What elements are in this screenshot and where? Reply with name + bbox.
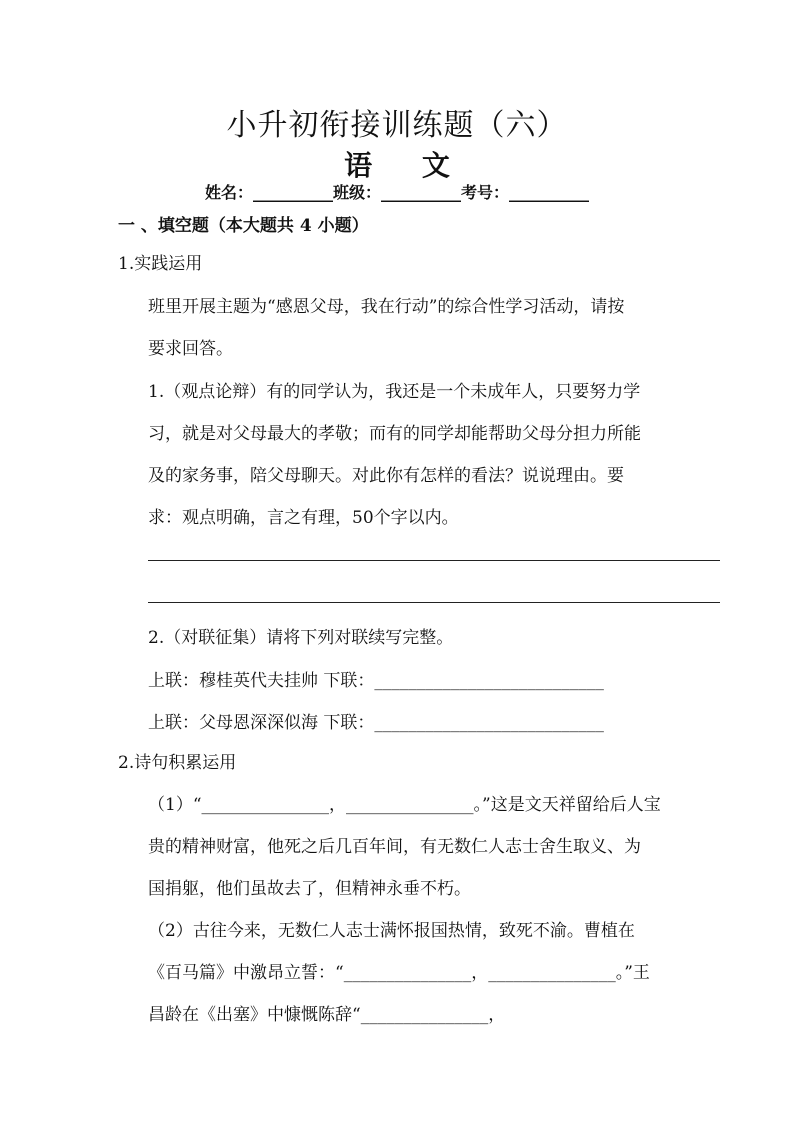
- answer-blank-line[interactable]: [148, 560, 720, 561]
- q1-sub1-line-3: 及的家务事，陪父母聊天。对此你有怎样的看法？说说理由。要: [148, 466, 624, 486]
- q2-part1-line-3: 国捐躯，他们虽故去了，但精神永垂不朽。: [148, 879, 471, 899]
- q2-part1-line-1: （1）“_______________，_______________。”这是文天祥留给后人宝: [148, 795, 661, 815]
- couplet-line-1: 上联：穆桂英代夫挂帅 下联：___________________________: [148, 671, 604, 691]
- section-heading: 一 、填空题（本大题共 4 小题）: [118, 216, 369, 236]
- page-title: 小升初衔接训练题（六）: [226, 108, 568, 143]
- student-info-line: 姓名：__________班级：__________考号：__________: [204, 183, 589, 202]
- q2-part2-line-3: 昌龄在《出塞》中慷慨陈辞“_______________，: [148, 1005, 506, 1025]
- q1-sub1-line-2: 习，就是对父母最大的孝敬；而有的同学却能帮助父母分担力所能: [148, 424, 641, 444]
- answer-blank-line[interactable]: [148, 602, 720, 603]
- q2-part2-line-1: （2）古往今来，无数仁人志士满怀报国热情，致死不渝。曹植在: [148, 921, 635, 941]
- q1-intro-line-1: 班里开展主题为“感恩父母，我在行动”的综合性学习活动，请按: [148, 297, 625, 317]
- q1-sub1-line-1: 1.（观点论辩）有的同学认为，我还是一个未成年人，只要努力学: [148, 382, 641, 402]
- q1-sub1-line-4: 求：观点明确，言之有理，50个字以内。: [148, 508, 459, 528]
- q2-part2-line-2: 《百马篇》中激昂立誓：“_______________，_______________。”王: [148, 963, 650, 983]
- q2-part1-line-2: 贵的精神财富，他死之后几百年间，有无数仁人志士舍生取义、为: [148, 837, 641, 857]
- q1-heading: 1.实践运用: [118, 254, 203, 274]
- q1-sub2: 2.（对联征集）请将下列对联续写完整。: [148, 628, 454, 648]
- q2-heading: 2.诗句积累运用: [118, 753, 237, 773]
- subject-title: 语 文: [344, 149, 470, 182]
- q1-intro-line-2: 要求回答。: [148, 339, 233, 359]
- couplet-line-2: 上联：父母恩深深似海 下联：___________________________: [148, 713, 604, 733]
